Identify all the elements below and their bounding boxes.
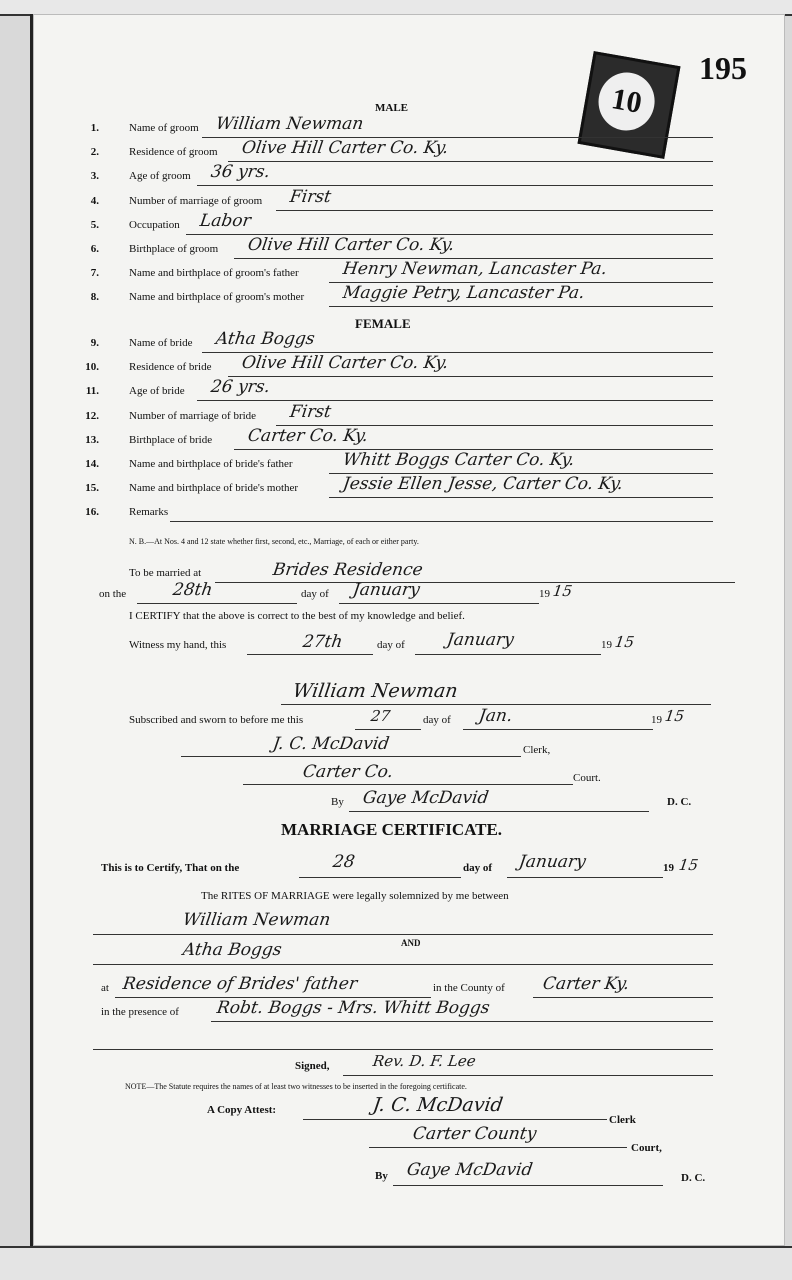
- presence-line: [211, 1021, 713, 1022]
- female-heading: FEMALE: [355, 316, 411, 331]
- officiant-signature: Rev. D. F. Lee: [371, 1052, 478, 1070]
- signed-label: Signed,: [295, 1060, 330, 1072]
- officiant-line: [343, 1075, 713, 1076]
- field-value: Whitt Boggs Carter Co. Ky.: [341, 450, 576, 470]
- clerk-county: Carter Co.: [301, 762, 395, 782]
- field-value: 26 yrs.: [209, 377, 272, 398]
- field-number: 11.: [85, 385, 99, 398]
- field-label: Name and birthplace of groom's mother: [129, 291, 305, 304]
- field-number: 1.: [90, 122, 99, 134]
- field-value: First: [288, 401, 333, 422]
- witness-year-prefix: 19: [601, 639, 612, 651]
- cert-county-value: Carter Ky.: [541, 974, 631, 994]
- field-number: 6.: [90, 243, 99, 255]
- subscribed-day-value: 27: [369, 707, 392, 725]
- rites-statement: The RITES OF MARRIAGE were legally solemnized by me between: [201, 890, 509, 902]
- on-year-value: 15: [551, 582, 574, 600]
- on-day-line: [137, 603, 297, 604]
- on-the-label: on the: [99, 588, 127, 600]
- field-line: [228, 376, 713, 377]
- county-line: [533, 997, 713, 998]
- cert-year-value: 15: [677, 856, 700, 874]
- cert-month-line: [507, 877, 663, 878]
- certificate-certify-label: This is to Certify, That on the: [101, 862, 240, 874]
- attest-dc-label: D. C.: [681, 1172, 706, 1184]
- field-number: 3.: [90, 170, 99, 183]
- bride-line: [93, 964, 713, 965]
- field-line: [329, 306, 713, 307]
- attest-deputy-signature: Gaye McDavid: [405, 1160, 534, 1180]
- married-at-line: [215, 582, 735, 583]
- field-number: 10.: [85, 361, 99, 374]
- instructions-note: N. B.—At Nos. 4 and 12 state whether first, second, etc., Marriage, of each or either party.: [129, 537, 419, 546]
- cert-witnesses-value: Robt. Boggs - Mrs. Whitt Boggs: [215, 998, 491, 1018]
- on-month-line: [339, 603, 539, 604]
- subscribed-label: Subscribed and sworn to before me this: [129, 714, 304, 726]
- field-number: 5.: [90, 218, 99, 231]
- field-label: Name and birthplace of groom's father: [129, 267, 299, 280]
- field-number: 13.: [85, 433, 99, 446]
- cert-year-prefix: 19: [663, 862, 674, 874]
- court-line: [243, 784, 573, 785]
- field-number: 4.: [90, 194, 99, 207]
- field-label: Remarks: [129, 506, 169, 519]
- field-value: William Newman: [214, 114, 365, 134]
- witness-year-value: 15: [613, 633, 636, 651]
- cert-month-value: January: [517, 852, 588, 872]
- witness-label: Witness my hand, this: [129, 639, 227, 651]
- at-label: at: [101, 982, 109, 994]
- clerk-name: J. C. McDavid: [271, 734, 391, 754]
- and-label: AND: [401, 938, 421, 948]
- subscribed-month-line: [463, 729, 653, 730]
- on-day-value: 28th: [171, 580, 214, 600]
- field-line: [329, 497, 713, 498]
- witness-month-line: [415, 654, 601, 655]
- field-label: Name and birthplace of bride's father: [129, 458, 293, 470]
- field-value: Carter Co. Ky.: [246, 425, 370, 446]
- subscribed-day-of-label: day of: [423, 714, 451, 726]
- field-line: [197, 185, 713, 186]
- field-value: Olive Hill Carter Co. Ky.: [246, 235, 456, 255]
- certify-statement: I CERTIFY that the above is correct to the best of my knowledge and belief.: [129, 610, 465, 622]
- clerk-line: [181, 756, 521, 757]
- field-value: Maggie Petry, Lancaster Pa.: [341, 283, 586, 304]
- field-label: Residence of groom: [129, 146, 218, 159]
- field-label: Birthplace of groom: [129, 243, 219, 255]
- field-label: Number of marriage of bride: [129, 409, 257, 422]
- field-value: 36 yrs.: [209, 162, 272, 183]
- field-number: 16.: [85, 506, 99, 519]
- field-value: First: [288, 186, 333, 207]
- field-number: 2.: [90, 146, 99, 159]
- certificate-page: [30, 14, 785, 1246]
- field-label: Birthplace of bride: [129, 433, 213, 446]
- clerk-label: Clerk,: [523, 744, 551, 756]
- certificate-title: MARRIAGE CERTIFICATE.: [281, 820, 503, 839]
- subscribed-year-prefix: 19: [651, 714, 662, 726]
- attest-by-label: By: [375, 1170, 388, 1182]
- attest-county-value: Carter County: [411, 1124, 538, 1144]
- subscribed-day-line: [355, 729, 421, 730]
- married-at-label: To be married at: [129, 567, 202, 579]
- field-line: [197, 400, 713, 401]
- field-label: Number of marriage of groom: [129, 194, 263, 207]
- revenue-stamp-icon: [578, 51, 681, 159]
- county-label: in the County of: [433, 982, 505, 994]
- male-heading: MALE: [375, 102, 408, 114]
- on-year-prefix: 19: [539, 588, 550, 600]
- field-label: Age of bride: [129, 385, 185, 398]
- witness-month-value: January: [445, 630, 516, 650]
- attest-clerk-signature: J. C. McDavid: [371, 1094, 505, 1116]
- field-line: [170, 521, 713, 522]
- field-label: Name of groom: [129, 122, 199, 134]
- presence-line-2: [93, 1049, 713, 1050]
- field-number: 15.: [85, 482, 99, 495]
- page-number: 195: [699, 50, 747, 86]
- subscribed-month-value: Jan.: [477, 706, 514, 726]
- field-number: 12.: [85, 409, 99, 422]
- field-value: Atha Boggs: [214, 329, 316, 349]
- witness-day-value: 27th: [301, 632, 344, 652]
- attest-clerk-label: Clerk: [609, 1114, 636, 1126]
- by-label: By: [331, 796, 344, 808]
- cert-place-value: Residence of Brides' father: [121, 974, 359, 994]
- subscribed-year-value: 15: [663, 707, 686, 725]
- presence-label: in the presence of: [101, 1006, 179, 1018]
- deputy-line: [349, 811, 649, 812]
- on-day-of-label: day of: [301, 588, 329, 600]
- deputy-clerk-signature: Gaye McDavid: [361, 788, 490, 808]
- field-value: Olive Hill Carter Co. Ky.: [240, 353, 450, 374]
- field-line: [228, 161, 713, 162]
- statute-note: NOTE—The Statute requires the names of at least two witnesses to be inserted in the foregoing certificate.: [125, 1082, 467, 1091]
- cert-groom-name: William Newman: [181, 910, 332, 930]
- witness-day-of-label: day of: [377, 639, 405, 651]
- married-at-value: Brides Residence: [271, 560, 425, 580]
- field-label: Name of bride: [129, 337, 193, 349]
- attest-label: A Copy Attest:: [207, 1104, 277, 1116]
- cert-day-value: 28: [331, 852, 357, 872]
- field-value: Labor: [198, 210, 253, 231]
- attest-clerk-line: [303, 1119, 607, 1120]
- groom-line: [93, 934, 713, 935]
- field-label: Residence of bride: [129, 361, 212, 374]
- field-value: Olive Hill Carter Co. Ky.: [240, 138, 450, 159]
- field-line: [276, 210, 713, 211]
- witness-day-line: [247, 654, 373, 655]
- field-number: 8.: [90, 291, 99, 304]
- on-month-value: January: [351, 580, 422, 600]
- court-label: Court.: [573, 772, 601, 784]
- signature-line: [281, 704, 711, 705]
- cert-day-line: [299, 877, 461, 878]
- field-label: Occupation: [129, 218, 180, 231]
- field-label: Name and birthplace of bride's mother: [129, 482, 299, 495]
- field-value: Henry Newman, Lancaster Pa.: [341, 259, 609, 280]
- cert-bride-name: Atha Boggs: [181, 940, 283, 960]
- groom-signature: William Newman: [291, 680, 460, 702]
- cert-day-of-label: day of: [463, 862, 493, 874]
- field-value: Jessie Ellen Jesse, Carter Co. Ky.: [341, 474, 625, 495]
- field-label: Age of groom: [129, 170, 191, 183]
- attest-court-label: Court,: [631, 1142, 662, 1154]
- field-number: 14.: [85, 458, 99, 470]
- field-number: 7.: [90, 267, 99, 280]
- scan-bottom-edge: [0, 1246, 792, 1280]
- stamp-value: 10: [594, 68, 659, 135]
- field-number: 9.: [90, 337, 99, 349]
- dc-label: D. C.: [667, 796, 692, 808]
- attest-court-line: [369, 1147, 627, 1148]
- attest-deputy-line: [393, 1185, 663, 1186]
